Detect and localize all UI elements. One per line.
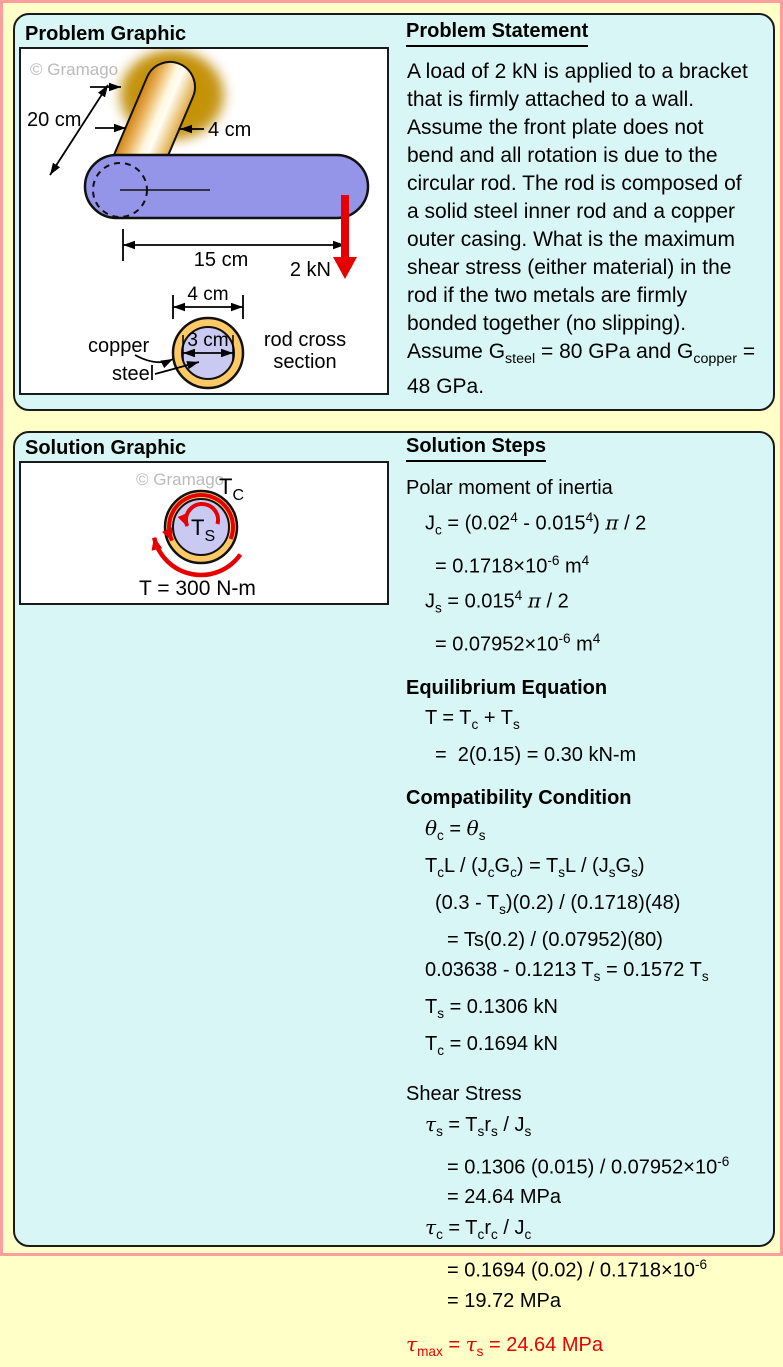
solution-step: $(0.3 - T_s)(0.2) / (0.1718)(48)$ — [435, 891, 681, 917]
copper-torque-label: $T_C$ — [219, 474, 245, 504]
solution-step: = 0.1694 $(0.02) / 0.1718\times 10^{-6}$ — [447, 1257, 708, 1282]
problem-statement-title: Problem Statement — [406, 20, 588, 47]
solution-step: = 24.64 MPa — [447, 1186, 561, 1209]
solution-step: = $0.07952\times 10^{-6}$ $m^4$ — [435, 630, 601, 656]
solution-graphic-drawing — [21, 463, 387, 603]
problem-statement-text: A load of 2 kN is applied to a bracket that is firmly attached to a wall. Assume the front plate does not bend and all rotation is due to the circular rod. The rod is composed of a solid steel inner rod and a copper outer casing. What is the maximum shear stress (either material) in the rod if the two metals are firmly bonded together (no slipping). Assume $G_{steel} = 80$ GPa and $G_{copper}$ = 48 GPa. — [407, 60, 756, 399]
solution-step: = Ts(0.2) / (0.07952)(80) — [447, 928, 663, 951]
copper-label: copper — [88, 335, 150, 357]
solution-step: Compatibility Condition — [406, 786, 632, 809]
solution-step: 0.03638 - 0.1213 $T_s = 0.1572$ $T_s$ — [425, 958, 709, 984]
steel-label: steel — [112, 363, 155, 385]
problem-graphic-title: Problem Graphic — [25, 23, 187, 45]
solution-step: Shear Stress — [406, 1082, 522, 1105]
solution-panel — [13, 431, 775, 1359]
load-label: 2 kN — [289, 259, 331, 281]
solution-step: = 0.1306 $(0.015) / 0.07952\times 10^{-6}$ — [447, 1153, 730, 1179]
solution-steps-lines — [406, 473, 778, 1367]
solution-graphic-title: Solution Graphic — [25, 437, 187, 459]
solution-step: $J_s = 0.015^4$ π / 2 — [425, 588, 569, 616]
cs-caption-line1: rod cross — [263, 329, 347, 351]
solution-step: $T = T_c + T_s$ — [425, 706, 520, 732]
steel-torque-label: $T_S$ — [191, 515, 216, 545]
solution-step: Polar moment of inertia — [406, 477, 613, 499]
solution-step: $T_s = 0.1306$ kN — [425, 995, 558, 1021]
solution-steps-title: Solution Steps — [406, 435, 546, 462]
solution-step: $T_cL / (J_cG_c) = T_sL / (J_sG_s)$ — [425, 854, 645, 880]
cs-inner-label: 3 cm — [187, 330, 229, 351]
applied-torque-label: T = 300 N-m — [139, 577, 256, 600]
solution-step: $T_c = 0.1694$ kN — [425, 1032, 558, 1058]
problem-graphic-box — [19, 47, 389, 395]
solution-step: = 19.72 MPa — [447, 1289, 561, 1312]
problem-panel — [13, 13, 775, 411]
solution-step: $\tau_c = T_cr_c / J_c$ — [425, 1215, 532, 1243]
dim-20cm-label: 20 cm — [27, 109, 82, 131]
watermark-text: © Gramago — [30, 60, 119, 79]
watermark-text: © Gramago — [136, 470, 225, 489]
dim-15cm-label: 15 cm — [193, 249, 249, 271]
solution-step: = 2(0.15) = 0.30 kN-m — [435, 743, 637, 766]
dim-4cm-label: 4 cm — [208, 119, 252, 141]
solution-step: $\tau_{max} = \tau_s = 24.64$ MPa — [406, 1331, 603, 1359]
solution-step: $\tau_s = T_sr_s / J_s$ — [425, 1111, 532, 1139]
problem-graphic-drawing — [21, 49, 387, 393]
cs-caption-line2: section — [273, 351, 337, 373]
solution-step: Equilibrium Equation — [406, 676, 608, 699]
solution-step: $\theta_c = \theta_s$ — [425, 815, 486, 843]
solution-step: $J_c = (0.02^4 - 0.015^4)$ π / 2 — [425, 510, 647, 538]
solution-step: = $0.1718\times 10^{-6}$ $m^4$ — [435, 552, 590, 578]
cs-outer-label: 4 cm — [187, 284, 229, 305]
solution-graphic-box — [19, 461, 389, 605]
